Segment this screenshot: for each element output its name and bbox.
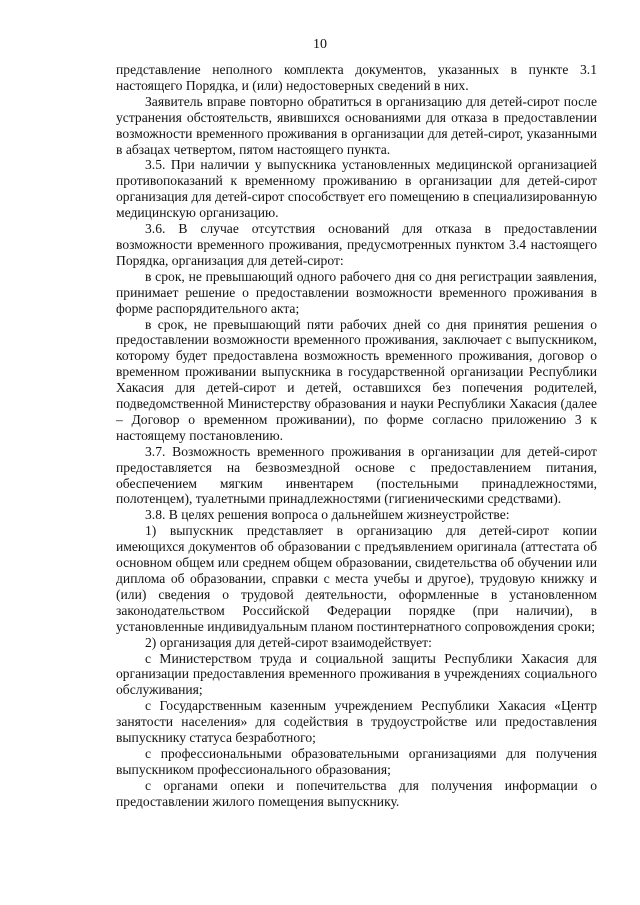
paragraph: 3.8. В целях решения вопроса о дальнейшем жизнеустройстве: (145, 507, 510, 523)
paragraph: 3.7. Возможность временного проживания в организации для детей-сирот предоставляется на безвозмездной основе с предоставлением питания, обеспечением мягким инвентарем (постельными принадлежностями, полотенцем), туалетными принадлежностями (гигиеническими средствами). (116, 443, 597, 507)
paragraph: в срок, не превышающий пяти рабочих дней со дня принятия решения о предоставлении возможности временного проживания, заключает с выпускником, которому будет предоставлена возможность временного проживания, договор о временном проживании выпускника в государственной организации Республики Хакасия для детей-сирот и детей, оставшихся без попечения родителей, подведомственной Министерству образования и науки Республики Хакасия (далее – Договор о временном проживании), по форме согласно приложению 3 к настоящему постановлению. (116, 316, 597, 443)
paragraph: с Министерством труда и социальной защиты Республики Хакасия для организации предоставления временного проживания в учреждениях социального обслуживания; (116, 650, 597, 698)
paragraph: Заявитель вправе повторно обратиться в организацию для детей-сирот после устранения обстоятельств, явившихся основаниями для отказа в предоставлении возможности временного проживания в организации для детей-сирот, указанными в абзацах четвертом, пятом настоящего пункта. (116, 93, 597, 157)
paragraph: 3.5. При наличии у выпускника установленных медицинской организацией противопоказаний к временному проживанию в организации для детей-сирот организация для детей-сирот способствует его помещению в специализированную медицинскую организацию. (116, 157, 597, 221)
page-number: 10 (313, 37, 327, 52)
paragraph: 1) выпускник представляет в организацию для детей-сирот копии имеющихся документов об образовании с предъявлением оригинала (аттестата об основном общем или среднем общем образовании, свидетельства об обучении или диплома об образовании, справки с места учебы и другое), трудовую книжку и (или) сведения о трудовой деятельности, оформленные в установленном законодательством Российской Федерации порядке (при наличии), в установленные индивидуальным планом постинтернатного сопровождения сроки; (116, 523, 597, 634)
paragraph: 2) организация для детей-сирот взаимодействует: (145, 634, 432, 650)
paragraph: с Государственным казенным учреждением Республики Хакасия «Центр занятости населения» для содействия в трудоустройстве или предоставления выпускнику статуса безработного; (116, 698, 597, 746)
paragraph: с профессиональными образовательными организациями для получения выпускником профессионального образования; (116, 745, 597, 777)
paragraph: 3.6. В случае отсутствия оснований для отказа в предоставлении возможности временного проживания, предусмотренных пунктом 3.4 настоящего Порядка, организация для детей-сирот: (116, 221, 597, 268)
document-body (116, 62, 597, 810)
paragraph: с органами опеки и попечительства для получения информации о предоставлении жилого помещения выпускнику. (116, 777, 597, 809)
paragraph: в срок, не превышающий одного рабочего дня со дня регистрации заявления, принимает решение о предоставлении возможности временного проживания в форме распорядительного акта; (116, 268, 597, 316)
paragraph: представление неполного комплекта документов, указанных в пункте 3.1 настоящего Порядка, и (или) недостоверных сведений в них. (116, 62, 597, 93)
